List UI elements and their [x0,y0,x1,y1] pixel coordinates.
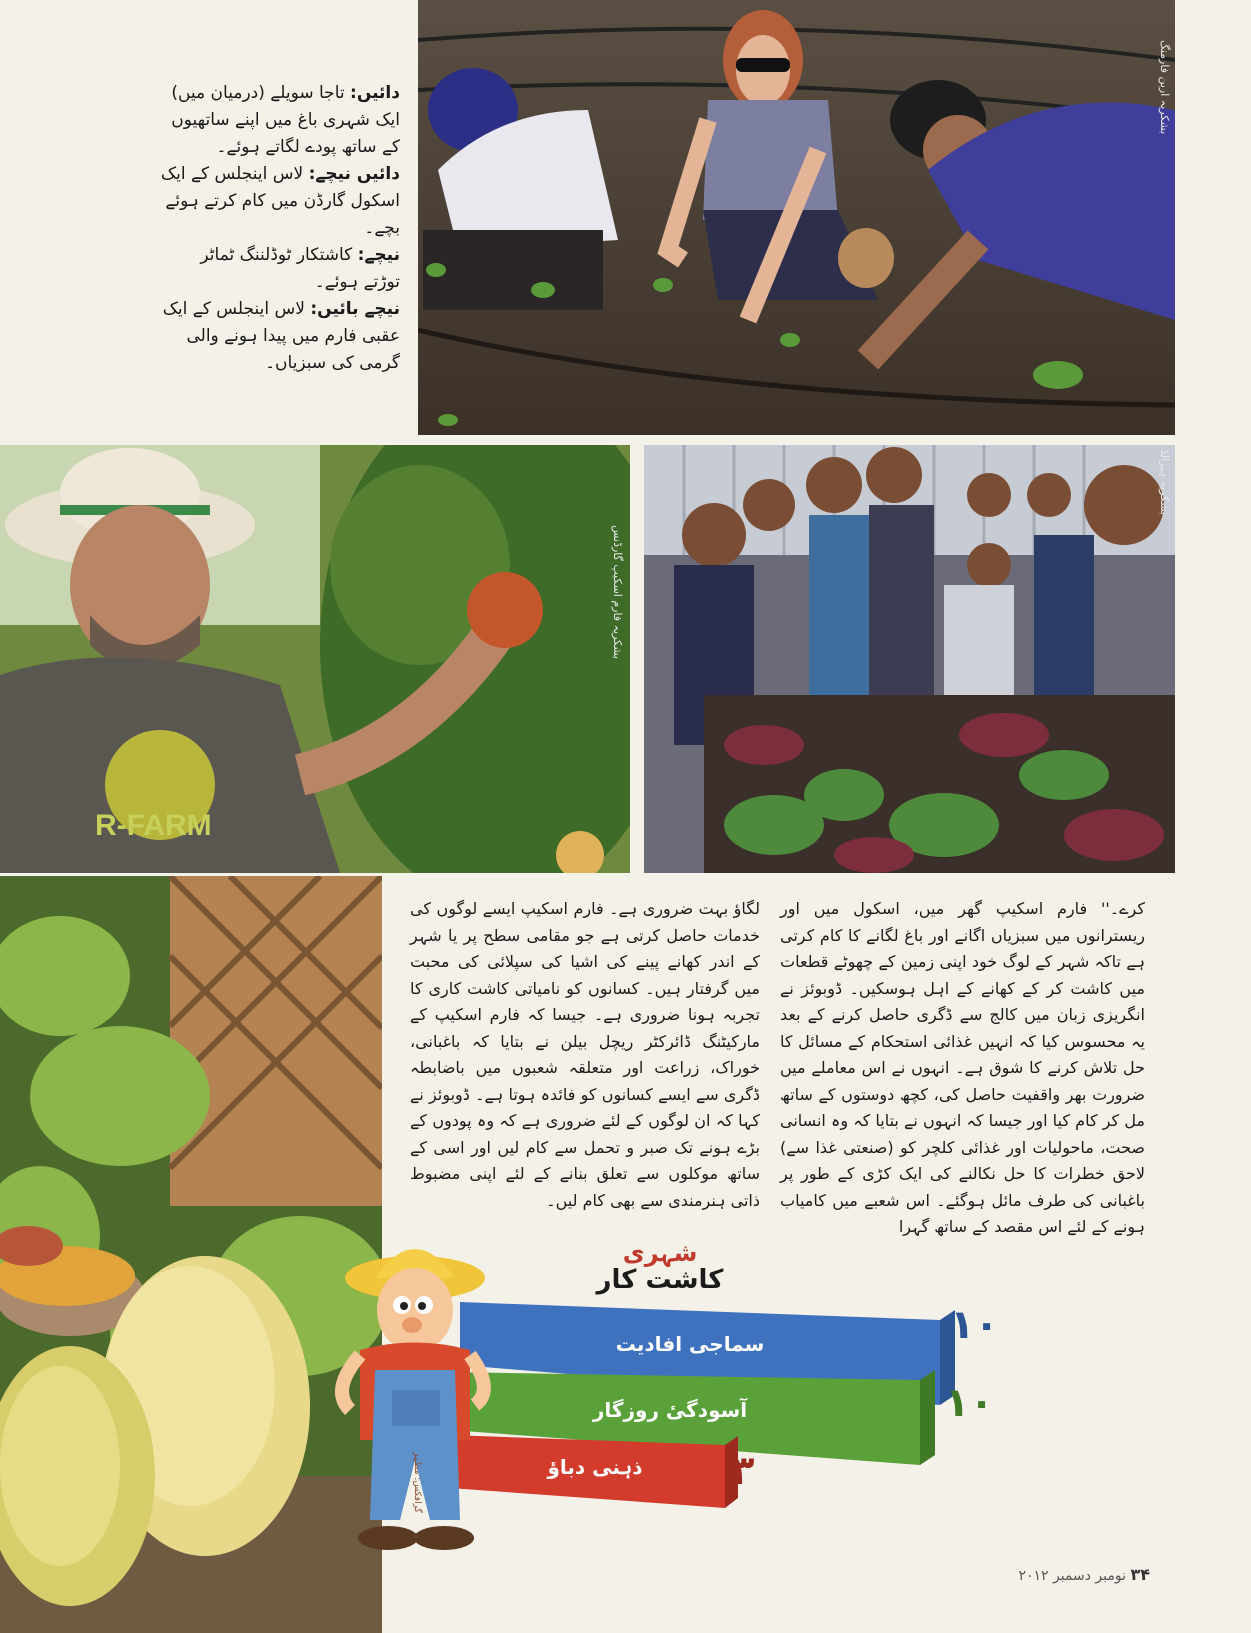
photo-farmer-tomato [0,445,630,873]
photo-caption [160,80,400,377]
score-stress: ۳ [730,1448,755,1494]
bar-label-social: سماجی افادیت [615,1332,765,1356]
bar-label-employment: آسودگیٔ روزگار [592,1398,748,1422]
children-scene [644,445,1175,873]
caption-label: دائیں: [350,83,400,103]
caption-line [160,296,400,377]
page-footer [1018,1565,1150,1584]
bar-label-stress: ذہنی دباؤ [547,1455,643,1479]
page-number: ۳۴ [1130,1565,1150,1584]
article-column-right [780,896,1145,1236]
svg-text:R-FARM: R-FARM [95,809,212,842]
photo-credit-right: بشکریہ ہیرالڈ [1158,449,1171,516]
farmer-scene [0,445,630,873]
planting-scene [418,0,1175,435]
score-social: ۱۰ [950,1302,999,1348]
illustrator-credit: گرافکس: مظہر [412,1452,422,1513]
caption-label: نیچے بائیں: [310,299,400,319]
photo-school-garden [644,445,1175,873]
bar-employment-side [920,1370,935,1465]
score-employment: ۱۰ [945,1380,994,1426]
caption-line [160,242,400,296]
photo-credit-left: بشکریہ فارم اسکیپ گارڈنس [611,525,624,660]
photo-planting [418,0,1175,435]
caption-text: لاس اینجلس کے ایک عقبی فارم میں پیدا ہونے والی گرمی کی سبزیاں۔ [162,299,400,373]
caption-line [160,161,400,242]
issue-date: نومبر دسمبر ۲۰۱۲ [1018,1568,1127,1584]
photo-credit-top: بشکریہ اربن فارمنگ [1158,40,1171,135]
article-text-left: لگاؤ بہت ضروری ہے۔ فارم اسکیپ ایسے لوگوں کی خدمات حاصل کرتی ہے جو مقامی سطح پر یا شہر کے اندر کھانے پینے کی اشیا کی سپلائی کی محبت میں گرفتار ہیں۔ کسانوں کو نامیاتی کاشت کاری کا تجربہ ہونا ضروری ہے۔ جیسا کہ فارم اسکیپ کے مارکیٹنگ ڈائرکٹر ریچل بیلن نے بتایا کہ باغبانی، خوراک، زراعت اور متعلقہ شعبوں میں باضابطہ ڈگری سے ایسے کسانوں کو فائدہ ہوتا ہے۔ ڈوبوئز نے کہا کہ ان لوگوں کے لئے ضروری ہے کہ وہ پودوں کے بڑے ہونے تک صبر و تحمل سے کام لیں اور اسی کے ساتھ موکلوں سے تعلق بنانے کے لئے اپنی مضبوط ذاتی ہنرمندی سے بھی کام لیں۔ [410,899,760,1210]
infographic-title-top: شہری [622,1239,698,1267]
article-text-right: کرے۔'' فارم اسکیپ گھر میں، اسکول میں اور ریسترانوں میں سبزیاں اگانے اور باغ لگانے کا کام کرتی ہے تاکہ شہر کے لوگ خود اپنی زمین کے چھوٹے قطعات میں کاشت کر کے کھانے کے اہل ہوسکیں۔ ڈوبوئز نے انگریزی زبان میں کالج سے ڈگری حاصل کرنے کے بعد یہ محسوس کیا کہ انہیں غذائی استحکام کے مسائل کا حل تلاش کرنے کا شوق ہے۔ انہوں نے اس معاملے میں ضرورت بھر واقفیت حاصل کی، کچھ دوستوں کے ساتھ مل کر کام کیا اور جیسا کہ انہوں نے بتایا کہ وہ انسانی صحت، ماحولیات اور غذائی کلچر کو (صنعتی غذا سے) لاحق خطرات کا حل نکالنے کی ایک کڑی کے طور پر باغبانی کی طرف مائل ہوگئے۔ اس شعبے میں کامیاب ہونے کے لئے اس مقصد کے ساتھ گہرا [780,899,1145,1236]
caption-text: تاجا سویلے (درمیان میں) ایک شہری باغ میں اپنے ساتھیوں کے ساتھ پودے لگاتے ہوئے۔ [171,83,400,157]
caption-label: دائیں نیچے: [308,164,400,184]
article-column-left [410,896,760,1231]
infographic [320,1240,1020,1570]
caption-label: نیچے: [357,245,400,265]
infographic-title-bottom: کاشت کار [596,1265,724,1295]
caption-text: کاشتکار ٹوڈلننگ ٹماٹر توڑتے ہوئے۔ [200,245,400,292]
caption-line [160,80,400,161]
caption-text: لاس اینجلس کے ایک اسکول گارڈن میں کام کرتے ہوئے بچے۔ [160,164,400,238]
